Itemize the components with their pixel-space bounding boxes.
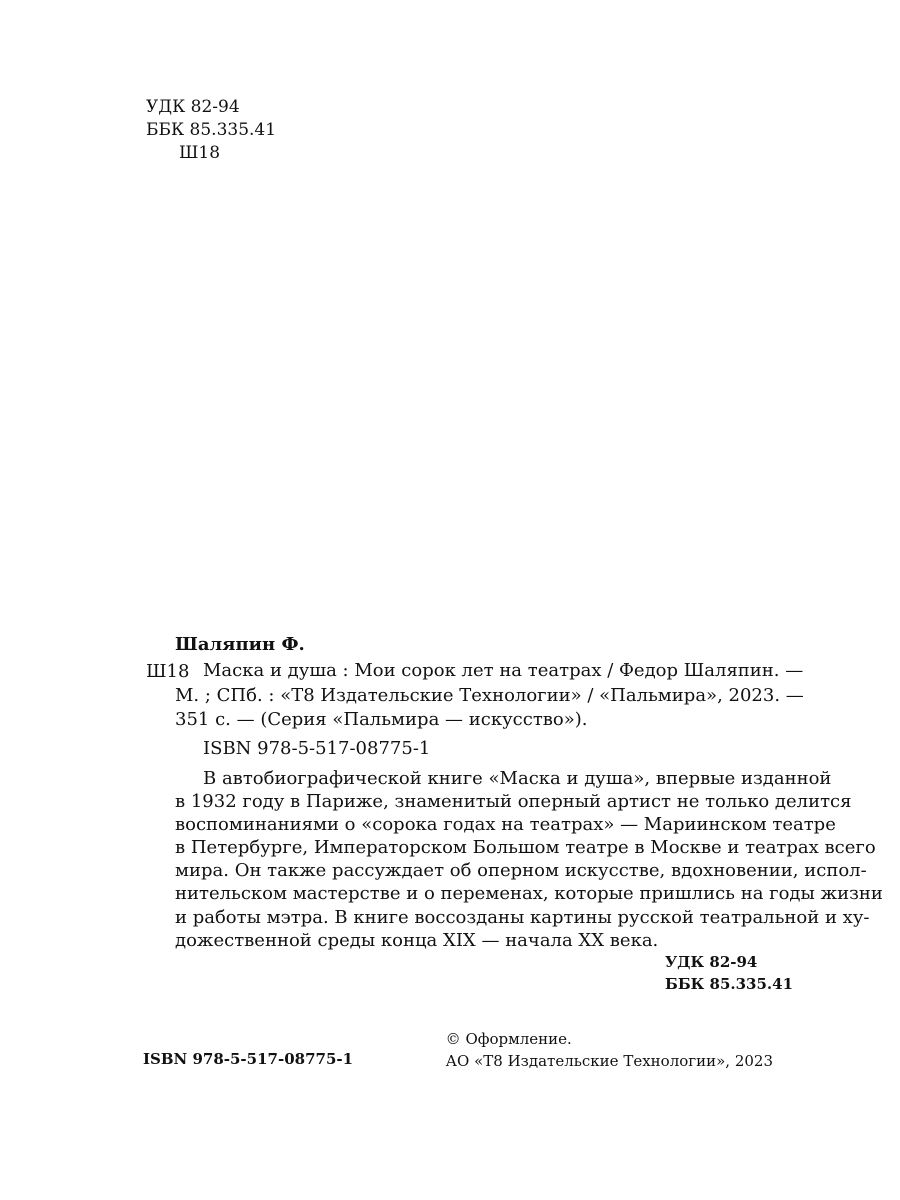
- annotation-line: в Петербурге, Императорском Большом театре в Москве и театрах всего: [175, 837, 876, 859]
- bbk-code: ББК 85.335.41: [665, 975, 794, 993]
- copyright-notice: [446, 1028, 773, 1072]
- entry-cipher: Ш18: [146, 661, 190, 682]
- annotation-line: нительском мастерстве и о переменах, которые пришлись на годы жизни: [175, 883, 883, 905]
- annotation-line: в 1932 году в Париже, знаменитый оперный артист не только делится: [175, 791, 852, 813]
- copyright-line: АО «Т8 Издательские Технологии», 2023: [445, 1052, 773, 1070]
- annotation-line: мира. Он также рассуждает об оперном искусстве, вдохновении, испол-: [175, 860, 867, 882]
- copyright-line: © Оформление.: [445, 1030, 572, 1048]
- classification-codes-top: [146, 96, 276, 165]
- biblio-line: 351 с. — (Серия «Пальмира — искусство»).: [175, 709, 588, 730]
- annotation-line: В автобиографической книге «Маска и душа», впервые изданной: [203, 768, 832, 789]
- isbn-entry: ISBN 978-5-517-08775-1: [203, 738, 431, 759]
- biblio-line: М. ; СПб. : «Т8 Издательские Технологии» / «Пальмира», 2023. —: [175, 684, 804, 706]
- author-cipher: Ш18: [179, 143, 221, 163]
- udk-code: УДК 82-94: [146, 97, 240, 117]
- udk-code: УДК 82-94: [665, 953, 758, 971]
- annotation-line: и работы мэтра. В книге воссозданы картины русской театральной и ху-: [175, 906, 870, 928]
- isbn-footer: ISBN 978-5-517-08775-1: [143, 1050, 354, 1068]
- bibliographic-description: [175, 659, 804, 733]
- author-name: Шаляпин Ф.: [175, 634, 305, 655]
- bbk-code: ББК 85.335.41: [146, 120, 277, 140]
- annotation-line: воспоминаниями о «сорока годах на театрах» — Мариинском театре: [175, 814, 836, 836]
- biblio-line: Маска и душа : Мои сорок лет на театрах / Федор Шаляпин. —: [203, 660, 804, 681]
- annotation: [175, 767, 883, 952]
- classification-codes-bottom: [665, 951, 793, 995]
- annotation-line: дожественной среды конца XIX — начала XX века.: [175, 929, 659, 951]
